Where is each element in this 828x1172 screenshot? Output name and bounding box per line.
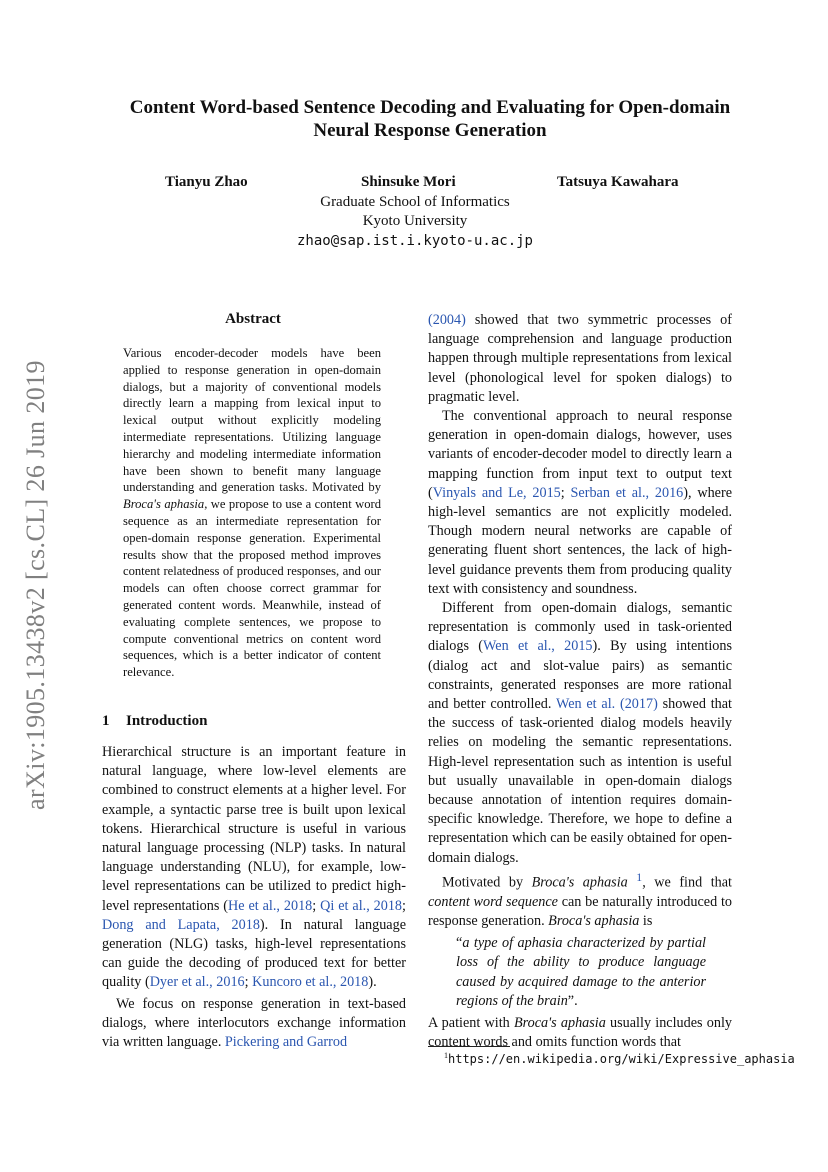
citation-link[interactable]: Wen et al. (2017) [555, 696, 658, 713]
quote-mark: ”. [567, 992, 578, 1009]
paragraph [428, 868, 732, 931]
title-line-2: Neural Response Generation [313, 120, 547, 141]
paragraph [428, 311, 732, 407]
paragraph [102, 995, 406, 1053]
footnote-rule [428, 1046, 510, 1047]
text-run: ; [244, 974, 253, 991]
text-run: The conventional approach to neural response generation in open-domain dialogs, however, uses variants of encoder-decoder model to directly learn a mapping function from input text to output text ( [428, 408, 732, 501]
section-number: 1 [102, 713, 110, 729]
paragraph [428, 599, 732, 868]
citation-link[interactable]: Kuncoro et al., 2018 [252, 974, 369, 991]
arxiv-stamp-text: arXiv:1905.13438v2 [cs.CL] 26 Jun 2019 [21, 360, 50, 810]
text-run: ; [312, 897, 321, 914]
author-2: Shinsuke Mori [361, 174, 456, 190]
author-3: Tatsuya Kawahara [557, 174, 679, 190]
text-run: ). [368, 974, 377, 991]
text-run: We focus on response generation in text-based dialogs, where interlocutors exchange information via written language. [102, 995, 406, 1051]
citation-link[interactable]: Qi et al., 2018 [320, 897, 403, 914]
author-1: Tianyu Zhao [165, 174, 248, 190]
section-heading [102, 713, 207, 730]
block-quote [456, 934, 706, 1011]
citation-link[interactable]: Wen et al., 2015 [483, 638, 593, 655]
section-title: Introduction [126, 713, 208, 729]
affiliation-line-2: Kyoto University [362, 213, 468, 229]
text-run: is [639, 913, 653, 930]
text-run: showed that the success of task-oriented dialog models heavily relies on modeling the semantic representations. High-level representation such as intention is useful but usually unavailable in open-domain dialogs because annotation of intention requires domain-specific knowledge. Therefore, we hope to define a representation which can be easily obtained for open-domain dialogs. [428, 696, 733, 866]
abstract-emphasis: Broca's aphasia [123, 497, 205, 512]
text-run: ; [402, 897, 406, 914]
quote-text: a type of aphasia characterized by partial loss of the ability to produce language caused by acquired damage to the anterior regions of the brain [456, 935, 706, 1009]
left-column [102, 743, 406, 1052]
citation-link[interactable]: Pickering and Garrod [224, 1034, 348, 1051]
text-run: ). In natural language generation (NLG) tasks, high-level representations can guide the decoding of produced text for better quality ( [102, 916, 406, 991]
paper-title [90, 96, 770, 142]
right-column [428, 311, 732, 1052]
footnote-url[interactable]: https://en.wikipedia.org/wiki/Expressive_aphasia [448, 1052, 795, 1066]
citation-link[interactable]: Vinyals and Le, 2015 [432, 484, 561, 501]
citation-link[interactable]: He et al., 2018 [228, 897, 313, 914]
citation-link[interactable]: Serban et al., 2016 [570, 484, 684, 501]
abstract-text-part: Various encoder-decoder models have been applied to response generation in open-domain dialogs, but a majority of conventional models directly learn a mapping from lexical input to lexical output without explicitly modeling intermediate representations. Utilizing language hierarchy and modeling intermediate information have been shown to benefit many language understanding and generation tasks. Motivated by [123, 346, 381, 495]
text-run: Different from open-domain dialogs, semantic representation is commonly used in task-oriented dialogs ( [428, 600, 732, 655]
footnote [444, 1051, 795, 1066]
text-run: A patient with [428, 1015, 514, 1032]
emphasis: Broca's aphasia [548, 913, 640, 930]
paragraph [428, 407, 732, 599]
emphasis: content word sequence [428, 893, 558, 910]
text-run: can be naturally introduced to response generation. [428, 893, 732, 930]
abstract-heading: Abstract [225, 311, 281, 327]
footnote-number: 1 [444, 1051, 448, 1060]
citation-link[interactable]: (2004) [428, 312, 466, 328]
arxiv-stamp [16, 340, 56, 830]
text-run: ). By using intentions (dialog act and slot-value pairs) as semantic constraints, generated responses are more rational and better controlled. [428, 638, 732, 713]
footnote-marker[interactable]: 1 [636, 869, 643, 884]
citation-link[interactable]: Dong and Lapata, 2018 [102, 916, 260, 933]
text-run: ), where high-level semantics are not explicitly modeled. Though modern neural networks are capable of generating fluent short sentences, the lack of high-level guidance prevents them from producing quality text with consistency and soundness. [428, 484, 732, 597]
citation-link[interactable]: Dyer et al., 2016 [149, 974, 245, 991]
author-email: zhao@sap.ist.i.kyoto-u.ac.jp [296, 233, 533, 249]
paragraph [102, 743, 406, 993]
emphasis: Broca's aphasia [531, 874, 628, 891]
title-line-1: Content Word-based Sentence Decoding and Evaluating for Open-domain [129, 97, 731, 118]
text-run: , we find that [642, 874, 732, 891]
text-run: ; [560, 484, 571, 501]
text-run: Motivated by [442, 874, 532, 891]
quote-mark: “ [456, 935, 463, 952]
text-run: showed that two symmetric processes of language comprehension and language production happen through multiple representations from lexical level (phonological level for spoken dialogs) to pragmatic level. [428, 312, 732, 405]
text-run: usually includes only content words and omits function words that [428, 1015, 732, 1051]
affiliation-line-1: Graduate School of Informatics [320, 194, 510, 210]
emphasis: Broca's aphasia [513, 1015, 606, 1032]
abstract-text [123, 345, 381, 681]
text-run: Hierarchical structure is an important feature in natural language, where low-level elements are combined to construct elements at a higher level. For example, a syntactic parse tree is built upon lexical tokens. Hierarchical structure is useful in various natural language processing (NLP) tasks. In natural language understanding (NLU), for example, low-level representations can be utilized to predict high-level representations ( [102, 744, 406, 914]
abstract-text-part: , we propose to use a content word sequence as an intermediate representation for open-domain response generation. Experimental results show that the proposed method improves content relatedness of produced responses, and our models can often choose correct grammar for generated content words. Meanwhile, instead of evaluating complete sentences, we propose to compute conventional metrics on content word sequences, which is a better indicator of content relevance. [123, 497, 382, 680]
